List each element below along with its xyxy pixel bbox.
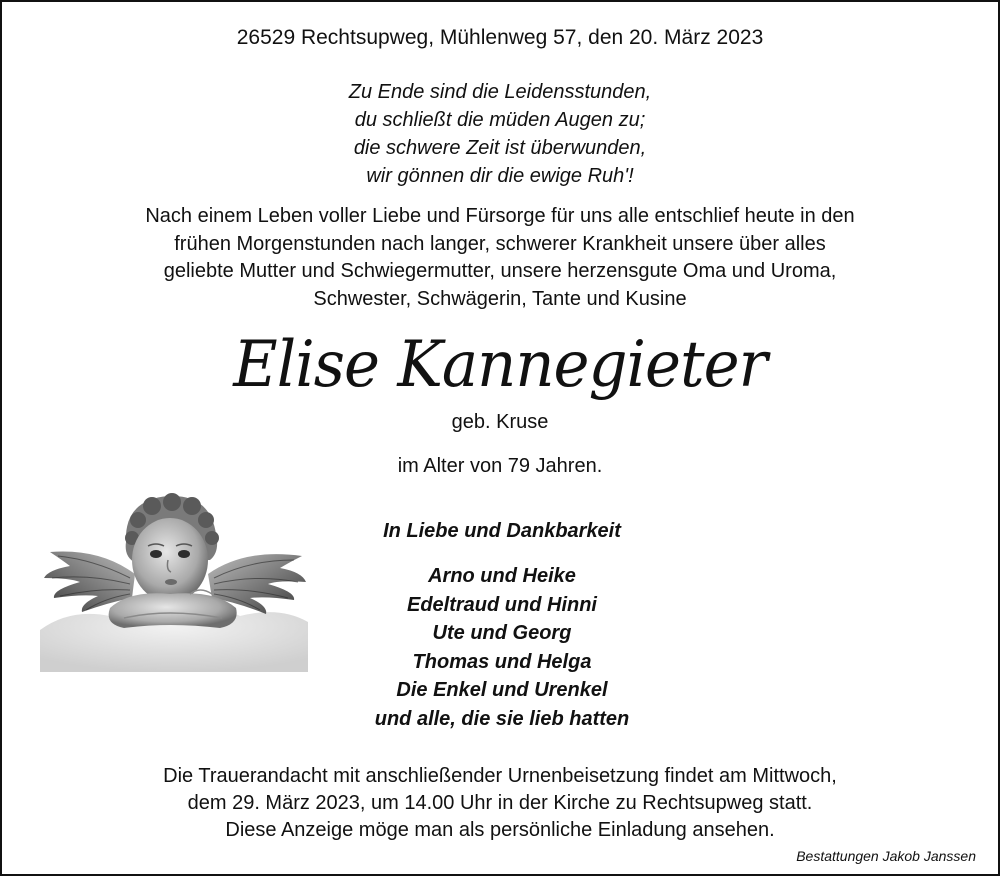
mourner-name: Thomas und Helga: [412, 650, 592, 673]
mourner-name: Edeltraud und Hinni: [407, 593, 597, 616]
mourner-name: Arno und Heike: [428, 565, 576, 587]
mourner-name: Die Enkel und Urenkel: [396, 679, 608, 701]
poem-line: die schwere Zeit ist überwunden,: [353, 137, 647, 159]
deceased-name: Elise Kannegieter: [233, 328, 767, 402]
intro-line: Nach einem Leben voller Liebe und Fürsorge für uns alle entschlief heute in den: [145, 205, 855, 227]
mourner-name: Ute und Georg: [432, 622, 572, 644]
service-announcement: [2, 763, 998, 844]
mourner-name: und alle, die sie lieb hatten: [374, 707, 630, 730]
poem-line: du schließt die müden Augen zu;: [354, 109, 646, 131]
undertaker-credit: Bestattungen Jakob Janssen: [796, 848, 976, 864]
mourners-list: [222, 562, 782, 733]
service-line: Die Trauerandacht mit anschließender Urnenbeisetzung findet am Mittwoch,: [163, 765, 837, 787]
poem: [2, 78, 998, 190]
poem-line: Zu Ende sind die Leidensstunden,: [348, 81, 652, 103]
intro-text: [2, 203, 998, 313]
mourners-heading: In Liebe und Dankbarkeit: [383, 520, 621, 542]
age-text: im Alter von 79 Jahren.: [397, 455, 603, 477]
birth-name: geb. Kruse: [451, 411, 549, 433]
service-line: Diese Anzeige möge man als persönliche Einladung ansehen.: [225, 819, 775, 841]
poem-line: wir gönnen dir die ewige Ruh'!: [366, 165, 634, 187]
intro-line: geliebte Mutter und Schwiegermutter, unsere herzensgute Oma und Uroma,: [163, 260, 837, 282]
place-and-date: 26529 Rechtsupweg, Mühlenweg 57, den 20. März 2023: [236, 26, 764, 49]
intro-line: Schwester, Schwägerin, Tante und Kusine: [313, 287, 687, 310]
intro-line: frühen Morgenstunden nach langer, schwerer Krankheit unsere über alles: [174, 232, 826, 255]
service-line: dem 29. März 2023, um 14.00 Uhr in der Kirche zu Rechtsupweg statt.: [187, 792, 813, 814]
